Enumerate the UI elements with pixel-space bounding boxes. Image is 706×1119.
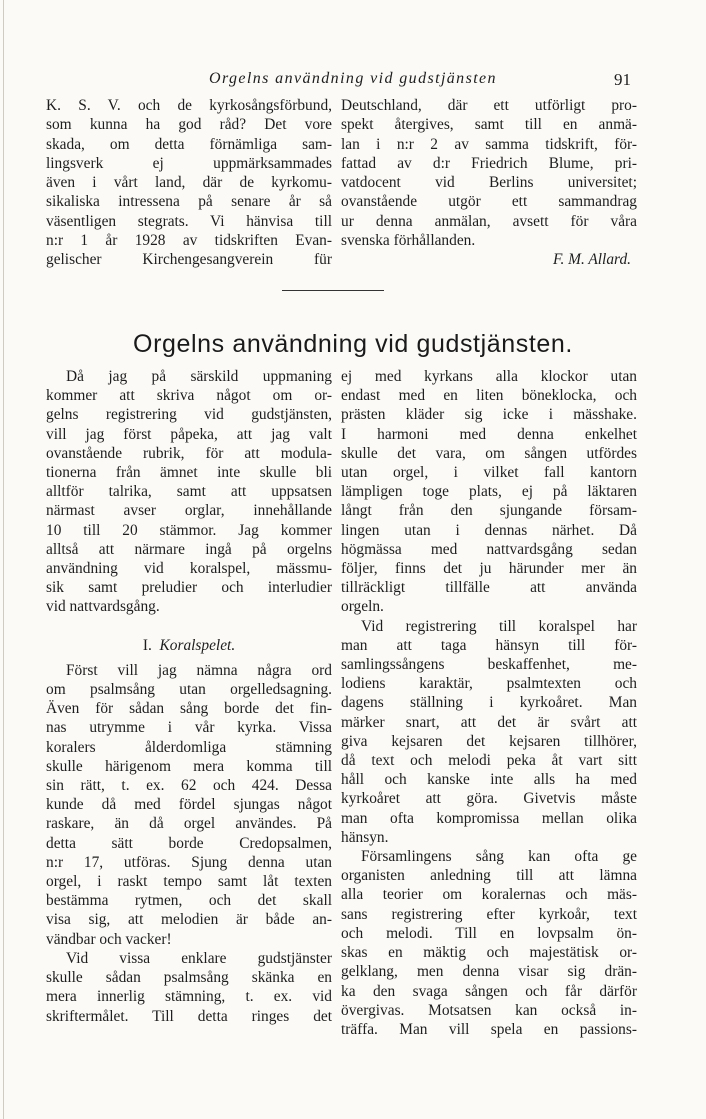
- text-line: endast med en liten böneklocka, och: [341, 387, 637, 405]
- text-line: tillräckligt tillfälle att använda: [341, 579, 637, 597]
- text-line: Även för sådan sång borde det fin-: [46, 700, 332, 718]
- text-line: koralers ålderdomliga stämning: [46, 738, 332, 756]
- text-line: samlingssångens beskaffenhet, me-: [341, 656, 637, 674]
- text-line: ur denna anmälan, avsett för våra: [341, 212, 637, 230]
- text-line: raskare, än då orgel användes. På: [46, 815, 332, 833]
- text-line: hänsyn.: [341, 828, 389, 846]
- text-line: svenska förhållanden.: [341, 232, 476, 250]
- text-line: och melodi. Till en lovpsalm ön-: [341, 924, 637, 942]
- scan-edge-line: [3, 0, 4, 1119]
- text-line: skulle sådan psalmsång skänka en: [46, 969, 332, 987]
- text-line: då text och melodi peka åt vart sitt: [341, 752, 637, 770]
- author-signature: F. M. Allard.: [553, 251, 631, 269]
- text-line: detta sätt borde Credopsalmen,: [46, 834, 332, 852]
- text-line: Deutschland, där ett utförligt pro-: [341, 97, 637, 114]
- text-line: organisten anledning till att lämna: [341, 867, 637, 885]
- text-line: kyrkoåret att göra. Givetvis måste: [341, 790, 637, 808]
- text-line: lodiens karaktär, psalmtexten och: [341, 675, 637, 693]
- text-line: K. S. V. och de kyrkosångsförbund,: [46, 97, 332, 114]
- text-line: utan orgel, i vilket fall kantorn: [341, 464, 637, 482]
- text-line: vändbar och vacker!: [46, 930, 172, 948]
- text-line: ej med kyrkans alla klockor utan: [341, 368, 637, 385]
- text-line: dagens ställning i kyrkoåret. Man: [341, 694, 637, 712]
- text-line: skas en mäktig och majestätisk or-: [341, 944, 637, 962]
- text-line: Först vill jag nämna några ord: [66, 661, 332, 679]
- page-number: 91: [614, 70, 631, 89]
- text-line: orgeln.: [341, 598, 384, 616]
- text-line: alla teorier om koralernas och mäs-: [341, 886, 637, 904]
- text-line: prästen kläder sig icke i mässhake.: [341, 406, 637, 424]
- text-line: träffa. Man vill spela en passions-: [341, 1020, 637, 1038]
- text-line: Vid vissa enklare gudstjänster: [66, 949, 332, 967]
- text-line: ka den svaga sången och får därför: [341, 982, 637, 1000]
- text-line: märker snart, att det är svårt att: [341, 713, 637, 731]
- text-line: håll och kanske inte alls ha med: [341, 771, 637, 789]
- text-line: övergivas. Motsatsen kan också in-: [341, 1001, 637, 1019]
- text-line: sans registrering efter kyrkoår, text: [341, 905, 637, 923]
- running-title: Orgelns användning vid gudstjänsten: [209, 70, 497, 87]
- text-line: långt från den sjungande försam-: [341, 502, 637, 520]
- text-line: lingen utan i dennas närhet. Då: [341, 521, 637, 539]
- text-line: gelischer Kirchengesangverein für: [46, 251, 332, 269]
- text-line: visa sig, att melodien är både an-: [46, 911, 332, 929]
- text-line: som kunna ha god råd? Det vore: [46, 116, 332, 134]
- text-line: giva kejsaren det kejsaren tillhörer,: [341, 732, 637, 750]
- text-line: lämpligen toge plats, ej på läktaren: [341, 483, 637, 501]
- text-line: sikaliska intressena på senare år så: [46, 193, 332, 211]
- section-heading: [46, 636, 332, 655]
- text-line: gelklang, men denna visar sig drän-: [341, 963, 637, 981]
- text-line: kunde då med fördel sjungas något: [46, 796, 332, 814]
- text-line: 10 till 20 stämmor. Jag kommer: [46, 521, 332, 539]
- text-line: sin rätt, t. ex. 62 och 424. Dessa: [46, 777, 332, 795]
- text-line: ovanstående rubrik, för att modula-: [46, 444, 332, 462]
- prev-article-right-column: [341, 96, 637, 270]
- text-line: I harmoni med denna enkelhet: [341, 425, 637, 443]
- text-line: tionerna från ämnet inte skulle bli: [46, 464, 332, 482]
- text-line: alltså att närmare ingå på orgelns: [46, 540, 332, 558]
- text-line: högmässa med nattvardsgång sedan: [341, 540, 637, 558]
- text-line: man ofta kompromissa mellan olika: [341, 809, 637, 827]
- text-line: skulle det vara, om sången utfördes: [341, 444, 637, 462]
- text-line: gelns registrering vid gudstjänsten,: [46, 406, 332, 424]
- text-line: om psalmsång utan orgelledsagning.: [46, 681, 332, 699]
- article-right-column: [341, 367, 637, 1039]
- running-head: [0, 70, 706, 92]
- text-line: fattad av d:r Friedrich Blume, pri-: [341, 154, 637, 172]
- text-line: man att taga hänsyn till för-: [341, 636, 637, 654]
- text-line: sik samt preludier och interludier: [46, 579, 332, 597]
- text-line: användning vid koralspel, mässmu-: [46, 560, 332, 578]
- section-number: I.: [142, 636, 152, 654]
- text-line: vill jag först påpeka, att jag valt: [46, 425, 332, 443]
- text-line: vid nattvardsgång.: [46, 598, 160, 616]
- text-line: nas utrymme i vår kyrka. Vissa: [46, 719, 332, 737]
- text-line: skulle härigenom mera komma till: [46, 757, 332, 775]
- text-line: väsentligen stegrats. Vi hänvisa till: [46, 212, 332, 230]
- text-line: närmast avser orglar, innehållande: [46, 502, 332, 520]
- text-line: följer, finns det ju härunder mer än: [341, 560, 637, 578]
- text-line: alltför talrika, samt att uppsatsen: [46, 483, 332, 501]
- article-left-column: [46, 367, 332, 1026]
- text-line: lan i n:r 2 av samma tidskrift, för-: [341, 135, 637, 153]
- text-line: lingsverk ej uppmärksammades: [46, 154, 332, 172]
- text-line: orgel, i raskt tempo samt låt texten: [46, 873, 332, 891]
- text-line: n:r 1 år 1928 av tidskriften Evan-: [46, 232, 332, 250]
- text-line: Då jag på särskild uppmaning: [66, 368, 332, 385]
- text-line: Vid registrering till koralspel har: [361, 617, 637, 635]
- section-divider: [282, 290, 384, 291]
- section-title: Koralspelet.: [159, 636, 236, 654]
- article-title: Orgelns användning vid gudstjänsten.: [133, 330, 573, 358]
- text-line: skada, om detta förnämliga sam-: [46, 135, 332, 153]
- text-line: n:r 17, utföras. Sjung denna utan: [46, 853, 332, 871]
- text-line: Församlingens sång kan ofta ge: [361, 848, 637, 866]
- text-line: mera innerlig stämning, t. ex. vid: [46, 988, 332, 1006]
- text-line: även i vårt land, där de kyrkomu-: [46, 174, 332, 192]
- text-line: kommer att skriva något om or-: [46, 387, 332, 405]
- prev-article-left-column: [46, 96, 332, 270]
- text-line: vatdocent vid Berlins universitet;: [341, 174, 637, 192]
- text-line: spekt återgives, samt till en anmä-: [341, 116, 637, 134]
- text-line: skriftermålet. Till detta ringes det: [46, 1007, 332, 1025]
- text-line: ovanstående utgör ett sammandrag: [341, 193, 637, 211]
- text-line: bestämma rytmen, och det skall: [46, 892, 332, 910]
